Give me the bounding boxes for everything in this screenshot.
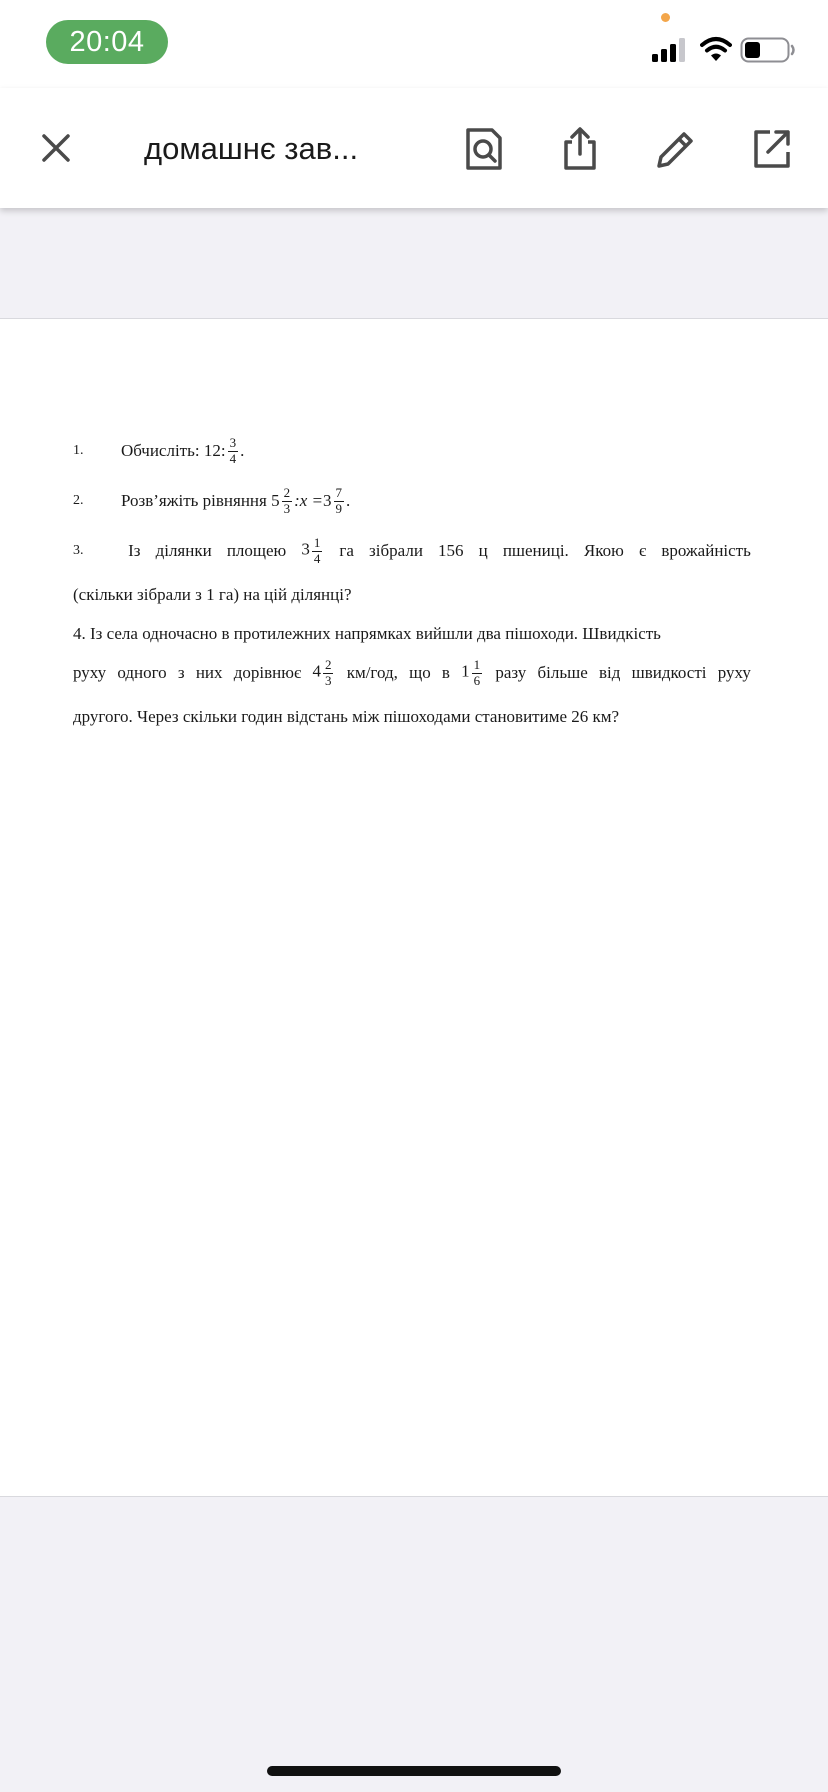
mixed-number [461, 658, 484, 688]
word: них [195, 663, 223, 682]
fraction-denominator: 6 [473, 672, 481, 688]
status-bar [0, 0, 828, 88]
fraction [323, 658, 334, 688]
document-content [73, 429, 751, 739]
edit-button[interactable] [653, 126, 697, 172]
fraction-numerator: 7 [335, 485, 343, 501]
fraction-numerator: 3 [229, 435, 237, 451]
word: руху [73, 663, 107, 682]
word: площею [226, 541, 287, 560]
task-3-line-2: (скільки зібрали з 1 га) на цій ділянці? [73, 585, 352, 604]
task-4-line-3: другого. Через скільки годин відстань між пішоходами становитиме 26 км? [73, 707, 620, 726]
mixed-integer: 3 [323, 491, 332, 510]
document-toolbar [0, 88, 828, 208]
word: пшениці. [502, 541, 569, 560]
task-1 [73, 429, 751, 473]
word: одного [117, 663, 167, 682]
open-external-button[interactable] [750, 126, 794, 172]
fraction-denominator: 3 [283, 500, 291, 516]
word: від [598, 663, 621, 682]
document-search-icon [462, 126, 506, 172]
word: 156 [438, 541, 464, 560]
close-button[interactable] [36, 128, 76, 168]
fraction-denominator: 4 [313, 550, 321, 566]
fraction-denominator: 3 [324, 672, 332, 688]
word: в [441, 663, 450, 682]
fraction [228, 436, 239, 466]
wifi-icon [700, 36, 732, 62]
punctuation: . [240, 441, 245, 460]
fraction-denominator: 9 [335, 500, 343, 516]
share-icon [558, 126, 602, 172]
task-number: 2. [73, 493, 84, 508]
fraction-numerator: 1 [473, 657, 481, 673]
mixed-integer: 5 [271, 491, 280, 510]
word: км/год, [346, 663, 398, 682]
word: разу [495, 663, 527, 682]
task-3-line-1 [73, 529, 751, 573]
privacy-indicator-dot [661, 13, 670, 22]
fraction-denominator: 4 [229, 450, 237, 466]
word: дорівнює [233, 663, 302, 682]
word: зібрали [369, 541, 423, 560]
word: га [339, 541, 354, 560]
expr-operator: : [220, 441, 226, 460]
search-document-button[interactable] [462, 126, 506, 172]
fraction [312, 536, 323, 566]
fraction [282, 486, 293, 516]
task-number: 1. [73, 443, 84, 458]
task-text: Обчисліть: [121, 441, 200, 460]
fraction-numerator: 2 [283, 485, 291, 501]
close-icon [36, 128, 76, 168]
task-2 [73, 479, 751, 523]
open-external-icon [750, 126, 794, 172]
punctuation: . [346, 491, 351, 510]
mixed-number [301, 536, 324, 566]
word: з [177, 663, 185, 682]
mixed-integer: 3 [301, 539, 310, 559]
task-4-line-2 [73, 651, 751, 695]
word: Якою [583, 541, 624, 560]
word: більше [537, 663, 588, 682]
fraction [334, 486, 345, 516]
expr-integer: 12 [203, 441, 221, 460]
word: врожайність [661, 541, 751, 560]
word: руху [717, 663, 751, 682]
share-button[interactable] [558, 126, 602, 172]
cellular-signal-icon [652, 38, 690, 62]
word: Із [128, 541, 141, 560]
word: ц [478, 541, 488, 560]
word: є [638, 541, 647, 560]
task-number: 3. [73, 543, 84, 558]
home-indicator[interactable] [267, 1766, 561, 1776]
document-title: домашнє зав... [144, 131, 359, 166]
word: ділянки [155, 541, 212, 560]
battery-icon [740, 37, 796, 63]
fraction-numerator: 2 [324, 657, 332, 673]
word: що [409, 663, 431, 682]
task-4-line-1: 4. Із села одночасно в протилежних напрямках вийшли два пішоходи. Швидкість [73, 624, 661, 643]
word: швидкості [631, 663, 707, 682]
fraction [472, 658, 483, 688]
equation-middle: :x = [294, 491, 324, 510]
fraction-numerator: 1 [313, 535, 321, 551]
mixed-integer: 1 [461, 661, 470, 681]
document-page[interactable] [0, 318, 828, 1497]
mixed-number [312, 658, 335, 688]
status-time[interactable]: 20:04 [46, 20, 168, 64]
pencil-icon [653, 126, 697, 172]
mixed-integer: 4 [312, 661, 321, 681]
task-text: Розв’яжіть рівняння [121, 491, 267, 510]
